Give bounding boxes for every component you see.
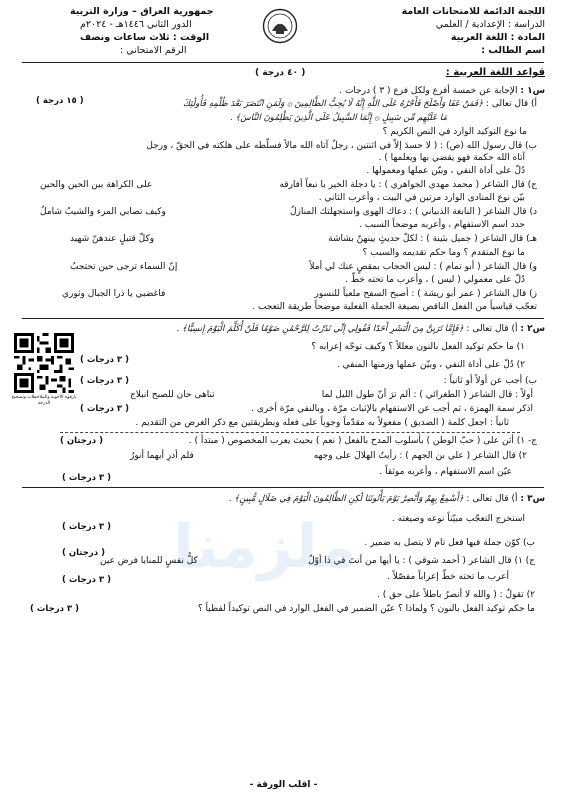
q2-b-first-line-2: اذكر سمة الهمزة ، ثم أجب عن الاستفهام بالإثبات مرّة ، وبالنفي مرّة أخرى .	[251, 404, 533, 414]
q1-c-line-1b: على الكراهة بين الحين والحين	[40, 180, 153, 190]
q1-a-line-1: أ) قال تعالى : ﴿فَمَنْ عَفَا وَأَصْلَحَ فَأَجْرُهُ عَلَى اللَّهِ إِنَّهُ لَا يُحِبُّ الظَّالِمِينَ ۞ وَلَمَنِ انْتَصَرَ بَعْدَ ظُلْمِهِ فَأُولَٰئِكَ	[182, 99, 537, 109]
q2-b-first-line-1: أولاً : قال الشاعر ( الطغرائي ) : ألم ترَ أنّ طول الليل لما	[321, 390, 533, 400]
q1-d-line-1: د) قال الشاعر ( النابغة الذبياني ) : دعاك الهوى واستجهلتك المنازلُ	[289, 207, 537, 217]
q3-a1-marks: ( ٣ درجات )	[62, 522, 111, 532]
q1-g-line-1b: فاغضبي يا ذرا الجبال وثوري	[62, 289, 166, 299]
q3-c2-marks: ( ٣ درجات )	[30, 604, 79, 614]
footer-turn-page: - اقلب الورقة -	[249, 780, 318, 790]
q1-g-task: تعجّب قياسياً من الفعل الناقص بصيغة الجملة الفعلية موضحاً طريقة التعجب .	[252, 302, 537, 312]
q1-f-line-1: و) قال الشاعر ( أبو تمام ) : ليس الحجاب بمقصٍ عنك لي أملاً	[309, 262, 537, 272]
q1-d-line-1b: وكيف تصابي المرء والشيبُ شاملُ	[40, 207, 166, 217]
q2-b-separator	[60, 432, 520, 433]
qr-code-icon	[14, 333, 74, 393]
q2-b-first-line-1b: تناهى حان للصبح انبلاج	[130, 390, 215, 400]
header-left-line-1: جمهورية العراق – وزارة التربية	[70, 6, 214, 17]
header-right-line-1: اللجنة الدائمة للامتحانات العامة	[401, 6, 545, 17]
header-right-line-3: المادة : اللغة العربية	[450, 32, 545, 43]
q1-b-line-2: آتاه الله حكمة فهو يقضي بها ويعلمها ) .	[378, 153, 525, 163]
q3-c1: ٢) تقولُ : ( والله لا أنصرُ باطلاً على حق ) .	[377, 590, 535, 600]
q2-a1-marks: ( ٣ درجات )	[80, 355, 129, 365]
q2-c3-marks: ( ٣ درجات )	[62, 473, 111, 483]
header-divider	[22, 62, 544, 63]
q2-b-second: ثانياً : اجعل كلمة ( الصديق ) مفعولاً به مقدّماً وجوباً على فعله وبطريقتين مع ذكر الغرض من التقديم .	[135, 418, 509, 428]
q2-divider	[22, 487, 544, 488]
q3-b3-marks: ( ٣ درجات )	[62, 575, 111, 585]
header-left-line-4: الرقم الامتحاني :	[120, 45, 187, 56]
q1-b-line-1: ب) قال رسول الله (ص) : ( لا حسدَ إلاّ في اثنتين ، رجلٌ آتاه الله مالاً فسلّطه على هلكته في الحقّ ، ورجل	[146, 141, 537, 151]
section-marks: ( ٤٠ درجة )	[255, 68, 306, 78]
q2-a2: ٢) دُلّ على أداة النفي ، وبيّن عملها وزمنها المنفي .	[336, 360, 525, 370]
q1-b-task: دُلّ على أداة النفي ، وبيّن عملها ومعمولها .	[366, 166, 525, 176]
q1-divider	[22, 318, 544, 319]
q1-g-line-1: ز) قال الشاعر ( عمر أبو ريشة ) : أصبح السفح ملعباً للنسور	[314, 289, 537, 299]
q1-d-task: حدد اسم الاستفهام ، وأعربه موضحاً السبب .	[358, 220, 525, 230]
header-left-line-3: الوقت : ثلاث ساعات ونصف	[80, 32, 210, 43]
q2-a2-marks: ( ٣ درجات )	[80, 376, 129, 386]
q1-a-task: ما نوع التوكيد الوارد في النص الكريم ؟	[382, 127, 527, 137]
header-right-line-2: الدراسة : الإعدادية / العلمي	[435, 19, 545, 30]
section-title: قواعد اللغة العربية :	[445, 67, 545, 78]
q3-b1: ب) كوّن جملة فيها فعل تام لا يتصل به ضمير .	[364, 538, 535, 548]
q1-c-task: بيّن نوع المنادى الوارد مرتين في البيت ، وأعرب الثاني .	[318, 193, 525, 203]
q1-f-line-1b: إنّ السماء ترجى حين تحتجبُ	[70, 262, 178, 272]
q3-b2: ج) ١) قال الشاعر ( أحمد شوقي ) : يا أيها من أنتَ في ذا أوّلٌ	[308, 556, 535, 566]
q1-label: س١ :	[520, 86, 545, 96]
q3-b1-marks: ( درجتان )	[62, 548, 105, 558]
q2-c2b: فلم أدرِ أيهما أنورُ	[130, 451, 194, 461]
qr-caption: يارقوه الأجوبة والملاحظات وتصحيح الدرجة	[11, 395, 77, 406]
q1-intro: س١ : الإجابة عن خمسة أفرع ولكل فرع ( ٣ ) درجات .	[339, 86, 545, 96]
q2-c1-marks: ( درجتان )	[60, 436, 103, 446]
q1-f-task: دُلّ على معمولي ( ليس ) ، وأعرب ما تحته خطّ .	[344, 275, 525, 285]
q2-b-intro: ب) أجب عن أولاً أو ثانياً :	[443, 376, 537, 386]
q2-c1: ج- ١) أثن على ( حبّ الوطن ) بأسلوب المدح بالفعل ( نعم ) بحيث يعرب المخصوص ( مبتدأ ) .	[188, 436, 537, 446]
q1-a-line-2: مَا عَلَيْهِم مِّن سَبِيلٍ ۞ إِنَّمَا السَّبِيلُ عَلَى الَّذِينَ يَظْلِمُونَ النَّاسَ﴾ .	[230, 113, 447, 123]
q2-a1: ١) ما حكم توكيد الفعل بالنون معللاً ؟ وكيف توجّه إعرابه ؟	[311, 342, 525, 352]
q2-a-line: س٢ : أ) قال تعالى : ﴿فَإِمَّا تَرَيِنَّ مِنَ الْبَشَرِ أَحَدًا فَقُولِي إِنِّي نَذَرْتُ لِلرَّحْمَٰنِ صَوْمًا فَلَنْ أُكَلِّمَ الْيَوْمَ إِنسِيًّا﴾ .	[176, 324, 545, 334]
q2-label: س٢ :	[520, 324, 545, 334]
q3-b2b: كلُّ نفسٍ للمنايا فرض عين	[100, 556, 198, 566]
q2-c2: ٢) قال الشاعر ( علي بن الجهم ) : رأيتُ الهلالَ على وجهه	[313, 451, 527, 461]
watermark-logo: ملزمنا	[173, 512, 357, 582]
header-right-line-4: اسم الطالب :	[481, 45, 545, 56]
q1-c-line-1: ج) قال الشاعر ( محمد مهدي الجواهري ) : يا دجلة الخير يا نبعاً أفارقه	[279, 180, 537, 190]
q3-c2: ما حكم توكيد الفعل بالنون ؟ ولماذا ؟ عيّن الضمير في الفعل الوارد في النص توكيداً لفظياً ؟	[197, 604, 535, 614]
q3-label: س٣ :	[520, 494, 545, 504]
q3-a1: استخرج التعجّب مبيّناً نوعه وصيغته .	[391, 514, 525, 524]
q3-b3: أعرب ما تحته خطّ إعراباً مفصّلاً .	[387, 572, 509, 582]
q3-a-line: س٣ : أ) قال تعالى : ﴿أَسْمِعْ بِهِمْ وَأَبْصِرْ يَوْمَ يَأْتُونَنَا لَٰكِنِ الظَّالِمُونَ الْيَوْمَ فِي ضَلَالٍ مُّبِينٍ﴾ .	[228, 494, 545, 504]
q1-marks: ( ١٥ درجة )	[36, 96, 84, 106]
q2-c3: عيّن اسم الاستفهام ، وأعربه موثقاً .	[379, 467, 512, 477]
header-left-line-2: الدور الثاني ١٤٤٦هـ - ٢٠٢٤م	[80, 19, 192, 30]
q1-e-line-1: هـ) قال الشاعر ( جميل بثينة ) : لكلّ حديثٍ بينهنّ بشاشة	[328, 234, 537, 244]
q1-e-line-1b: وكلّ قتيلٍ عندهنّ شهيد	[70, 234, 155, 244]
ministry-seal-icon	[262, 8, 298, 44]
q1-e-task: ما نوع المتقدم ؟ وما حكم تقديمه والسبب ؟	[362, 248, 525, 258]
q2-b-first-marks: ( ٣ درجات )	[80, 404, 129, 414]
